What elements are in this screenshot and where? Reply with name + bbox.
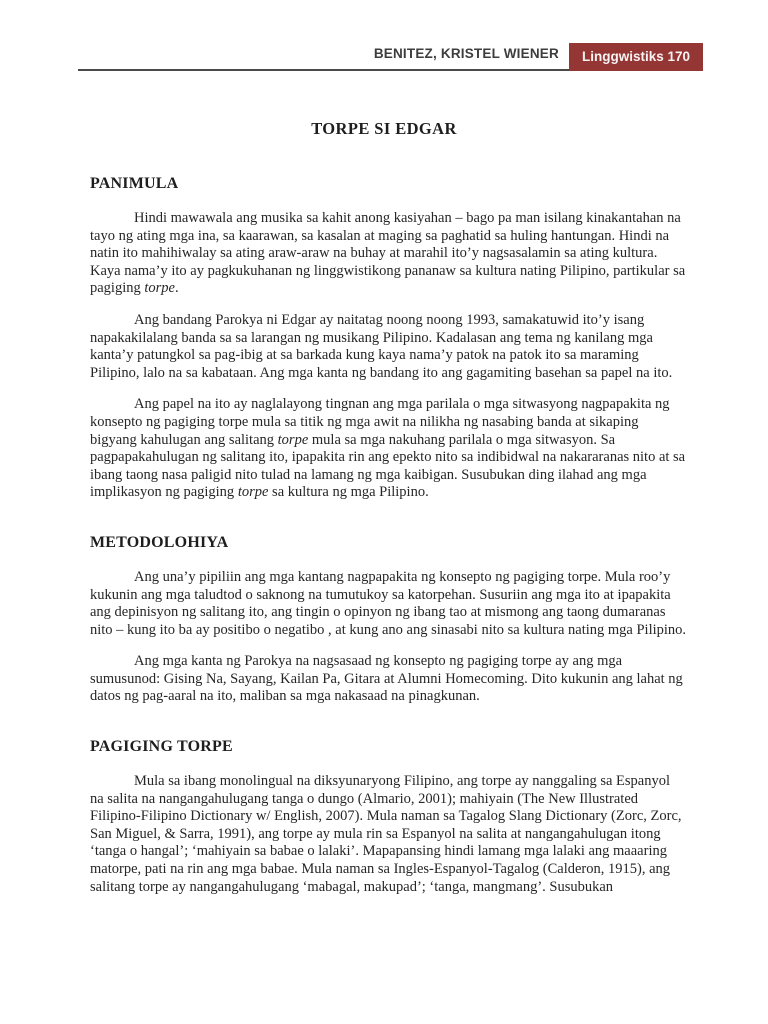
document-section (90, 534, 687, 706)
document-title: TORPE SI EDGAR (311, 119, 457, 138)
text-run: Ang papel na ito ay naglalayong tingnan ang mga parilala o mga sitwasyong nagpapakita ng konsepto ng pagiging torpe mula sa titik ng mga awit na nilikha ng nasabing banda at sikaping bigyang kahulugan ang salitang (90, 396, 670, 448)
body-paragraph (90, 569, 687, 639)
course-badge: Linggwistiks 170 (569, 43, 703, 71)
author-name: BENITEZ, KRISTEL WIENER (373, 46, 559, 61)
italic-term: torpe (277, 431, 309, 448)
italic-term: torpe (237, 484, 269, 501)
section-heading: PANIMULA (90, 175, 179, 192)
document-sections (90, 175, 687, 896)
document-section (90, 738, 687, 896)
text-run: sa kultura ng mga Pilipino. (268, 484, 429, 501)
body-paragraph (90, 396, 687, 502)
text-run: mula sa mga nakuhang parilala o mga sitwasyon. Sa pagpapakahulugan ng salitang ito, ipapakita rin ang epekto nito sa indibidwal na nakararanas nito at sa ibang taong nasa paligid nito tulad na lamang ng mga kaibigan. Susubukan ding ilahad ang mga implikasyon ng pagiging (90, 431, 686, 501)
text-run: Ang una’y pipiliin ang mga kantang nagpapakita ng konsepto ng pagiging torpe. Mula roo’y kukunin ang mga taludtod o saknong na tumutukoy sa katorpehan. Susuriin ang mga ito at ipapakita ang depinisyon ng salitang ito, ang tingin o opinyon ng ibang tao at mismong ang taong dumaranas nito – kung ito ba ay positibo o negatibo , at kung ano ang sinasabi nito sa kultura nating mga Pilipino. (90, 568, 687, 638)
italic-term: torpe (144, 280, 175, 297)
text-run: . (174, 280, 179, 297)
header-rule (78, 45, 569, 71)
section-heading: METODOLOHIYA (90, 533, 229, 551)
text-run: Mula sa ibang monolingual na diksyunaryong Filipino, ang torpe ay nanggaling sa Espanyol na salita na nangangahulugang tanga o dungo (Almario, 2001); mahiyain (The New Illustrated Filipino-Filipino Dictionary w/ English, 2007). Mula naman sa Tagalog Slang Dictionary (Zorc, Zorc, San Miguel, & Sarra, 1991), ang torpe ay mula rin sa Espanyol na salita at nangangahulugan itong ‘tanga o hangal’; ‘mahiyain sa babae o lalaki’. Mapapansing hindi lamang mga lalaki ang maaaring matorpe, pati na rin ang mga babae. Mula naman sa Ingles-Espanyol-Tagalog (Calderon, 1915), ang salitang torpe ay nangangahulugang ‘mabagal, makupad’; ‘tanga, mangmang’. Susubukan (90, 773, 682, 895)
body-paragraph (90, 653, 687, 706)
document-section (90, 175, 687, 502)
text-run: Hindi mawawala ang musika sa kahit anong kasiyahan – bago pa man isilang kinakantahan na tayo ng ating mga ina, sa kaarawan, sa kasalan at maging sa paghatid sa huling hantungan. Hindi na natin ito mahihiwalay sa ating araw-araw na buhay at marahil ito’y nagsasalamin sa ating kultura. Kaya nama’y ito ay pagkukuhanan ng linggwistikong pananaw sa kultura nating Pilipino, partikular sa pagiging (90, 210, 686, 297)
section-heading: PAGIGING TORPE (90, 738, 233, 756)
page-header (78, 43, 703, 71)
text-run: Ang bandang Parokya ni Edgar ay naitatag noong noong 1993, samakatuwid ito’y isang napakakilalang banda sa sa larangan ng musikang Pilipino. Kadalasan ang tema ng kanilang mga kanta’y patungkol sa pag-ibig at sa barkada kung kaya nama’y patok na patok ito sa maraming Pilipino, lalo na sa kabataan. Ang mga kanta ng bandang ito ang gagamiting basehan sa papel na ito. (90, 311, 673, 381)
text-run: Ang mga kanta ng Parokya na nagsasaad ng konsepto ng pagiging torpe ay ang mga sumusunod: Gising Na, Sayang, Kailan Pa, Gitara at Alumni Homecoming. Dito kukunin ang lahat ng datos ng pag-aaral na ito, maliban sa mga nakasaad na pinagkunan. (90, 653, 683, 705)
body-paragraph (90, 210, 687, 298)
body-paragraph (90, 773, 687, 896)
body-paragraph (90, 312, 687, 382)
